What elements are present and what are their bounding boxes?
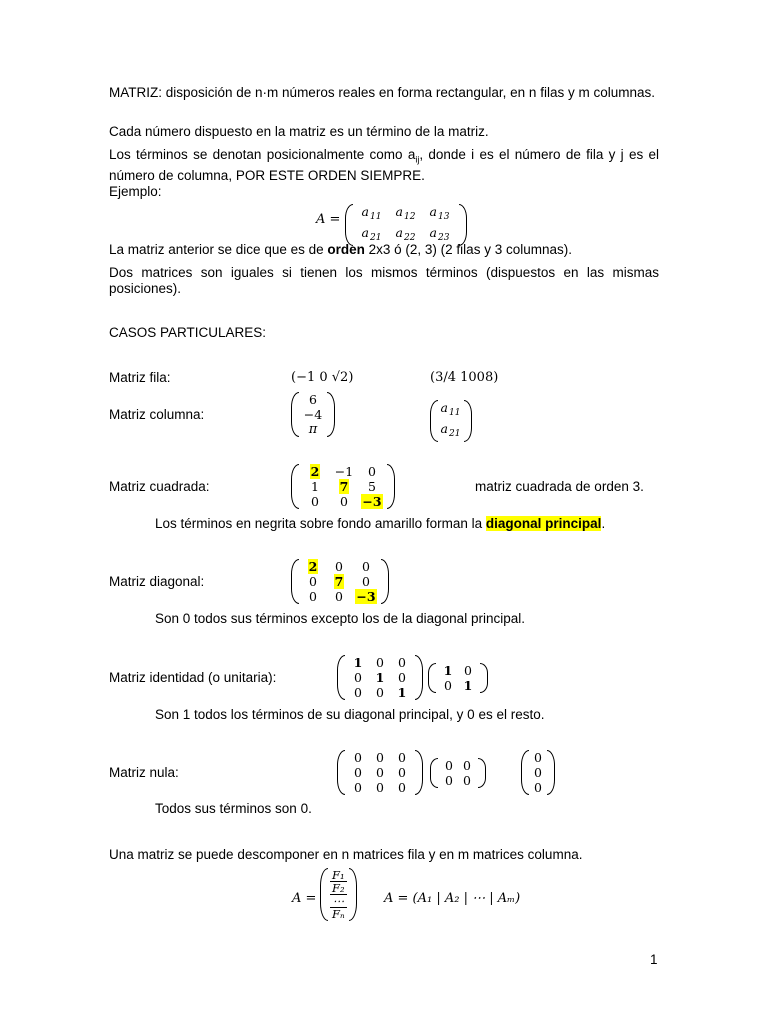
definition-paragraph: MATRIZ: disposición de n·m números reales en forma rectangular, en n filas y m columnas. [109, 85, 655, 100]
identity-matrix-label: Matriz identidad (o unitaria): [109, 670, 277, 685]
decomposition-lhs-1: A = [292, 891, 317, 906]
square-matrix-label: Matriz cuadrada: [109, 479, 210, 494]
diagonal-matrix-label: Matriz diagonal: [109, 574, 205, 589]
null-matrix-description: Todos sus términos son 0. [155, 801, 312, 816]
decomposition-row-matrix: F₁ F₂ ⋯ Fₙ [320, 868, 357, 921]
column-matrix-label: Matriz columna: [109, 407, 205, 422]
square-matrix-example: 2 −1 0 1 7 5 0 0 −3 [291, 464, 395, 509]
term-paragraph: Cada número dispuesto en la matriz es un término de la matriz. [109, 124, 489, 139]
null-matrix-2x2: 0 0 0 0 [430, 758, 486, 788]
decomposition-text: Una matriz se puede descomponer en n matrices fila y en m matrices columna. [109, 847, 583, 862]
notation-paragraph: Los términos se denotan posicionalmente como $a_{ij}$, donde i es el número de fila y j es el número de columna, POR ESTE ORDEN SIEMPRE. [109, 147, 659, 183]
diagonal-matrix-description: Son 0 todos sus términos excepto los de la diagonal principal. [155, 611, 525, 626]
example-label: Ejemplo: [109, 184, 162, 199]
row-matrix-example-1: (−1 0 √2) [291, 370, 354, 385]
decomposition-column-expression: A = (A₁ | A₂ | ⋯ | Aₘ) [384, 891, 521, 906]
column-matrix-example-1: 6 −4 π [291, 392, 335, 437]
example-matrix: $a_{11}$ $a_{12}$ $a_{13}$ $a_{21}$ $a_{22}$ $a_{23}$ [345, 204, 467, 246]
equality-paragraph: Dos matrices son iguales si tienen los mismos términos (dispuestos en las mismas posiciones). [109, 265, 659, 296]
null-matrix-label: Matriz nula: [109, 765, 179, 780]
row-matrix-label: Matriz fila: [109, 370, 171, 385]
column-matrix-example-2: $a_{11}$ $a_{21}$ [430, 400, 472, 442]
identity-matrix-description: Son 1 todos los términos de su diagonal principal, y 0 es el resto. [155, 707, 545, 722]
square-matrix-note: matriz cuadrada de orden 3. [475, 479, 644, 494]
page-number: 1 [650, 952, 658, 967]
cases-heading: CASOS PARTICULARES: [109, 325, 267, 340]
row-matrix-example-2: (3/4 1008) [430, 370, 499, 385]
diagonal-matrix-example: 2 0 0 0 7 0 0 0 −3 [291, 559, 389, 604]
example-lhs: A = [316, 212, 341, 227]
null-matrix-column: 0 0 0 [521, 750, 555, 795]
order-paragraph: La matriz anterior se dice que es de orden 2x3 ó (2, 3) (2 filas y 3 columnas). [109, 242, 572, 257]
identity-matrix-2x2: 1 0 0 1 [428, 663, 488, 693]
identity-matrix-3x3: 1 0 0 0 1 0 0 0 1 [337, 655, 423, 700]
right-paren [459, 204, 467, 246]
null-matrix-3x3: 0 0 0 0 0 0 0 0 0 [337, 750, 423, 795]
square-matrix-description: Los términos en negrita sobre fondo amarillo forman la diagonal principal. [155, 516, 606, 531]
left-paren [345, 204, 353, 246]
